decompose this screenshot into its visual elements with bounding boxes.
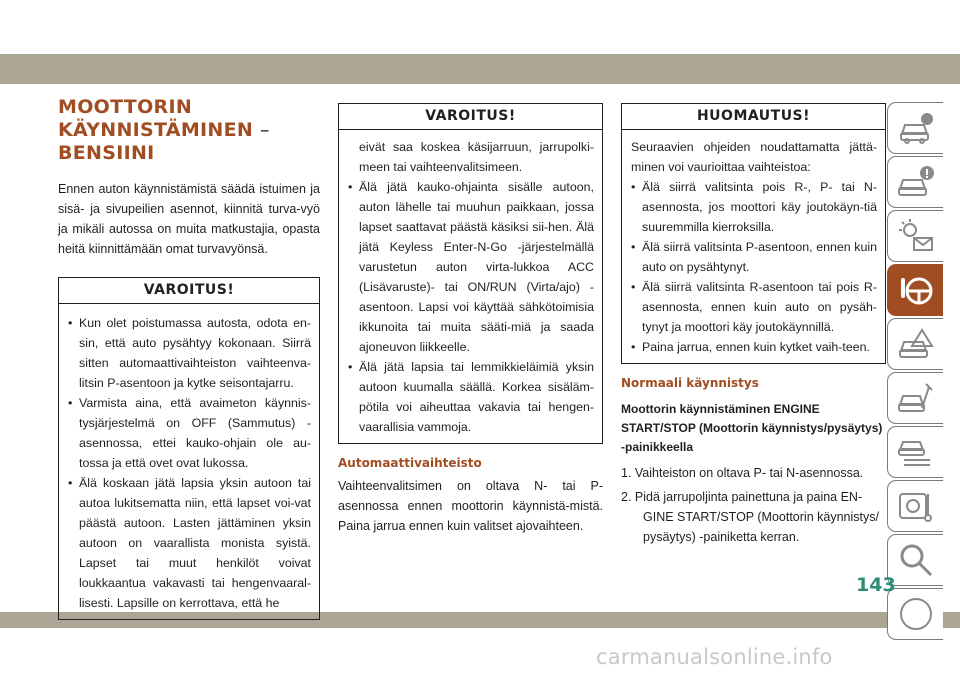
intro-paragraph: Ennen auton käynnistämistä säädä istuimen ja sisä- ja sivupeilien asennot, kiinnitä turva-vyö ja mikäli autossa on muita matkustajia, opasta heitä kiinnittämään omat turvavyönsä. [58, 182, 320, 256]
watermark: carmanualsonline.info [596, 645, 833, 669]
warning-body [59, 304, 319, 619]
tab-multimedia[interactable] [887, 480, 943, 532]
warning-heading: VAROITUS! [339, 104, 602, 130]
notice-box [621, 103, 886, 364]
index-letters-icon [896, 594, 936, 634]
emergency-icon [896, 324, 936, 364]
section-heading-normal-start: Normaali käynnistys [621, 376, 759, 390]
section-heading-automatic: Automaattivaihteisto [338, 456, 482, 470]
list-item: • Älä koskaan jätä lapsia yksin autoon tai autoa lukitsematta niin, että lapset voi-vat päästä autoon. Lasten jättäminen yksin autoon on vaarallista monista syistä. Lapset tai muut henkilöt voivat loukkaantua vakavasti tai hengenvaaral-lisesti. Lapsille on kerrottava, että he [68, 473, 311, 613]
warning-continuation: eivät saa koskea käsijarruun, jarrupolki-meen tai vaihteenvalitsimeen. [359, 140, 594, 174]
list-item: 2. Pidä jarrupoljinta painettuna ja paina EN-GINE START/STOP (Moottorin käynnistys/ pysäytys) -painiketta kerran. [621, 490, 879, 544]
title-line-3: BENSIINI [58, 142, 155, 164]
tab-starting-driving[interactable] [887, 264, 943, 316]
subsection-heading: Moottorin käynnistäminen ENGINE START/STOP (Moottorin käynnistys/pysäytys) -painikkeella [621, 402, 883, 454]
automatic-paragraph: Vaihteenvalitsimen on oltava N- tai P-asennossa ennen moottorin käynnistä-mistä. Paina jarrua ennen kuin valitset ajovaihteen. [338, 479, 603, 533]
multimedia-icon [896, 486, 936, 526]
page-number: 143 [856, 574, 896, 596]
warning-box-1 [58, 277, 320, 620]
tab-service[interactable] [887, 372, 943, 424]
warning-list [68, 313, 311, 613]
column-3 [621, 103, 886, 547]
list-item: • Älä jätä kauko-ohjainta sisälle autoon, auton lähelle tai muuhun paikkaan, jossa lapset saattavat päästä käsiksi sii-hen. Älä jätä Keyless Enter-N-Go -järjestelmällä varustetun auton virta-lukkoa ACC (Lisävaruste)- tai ON/RUN (Virta/ajo) -asentoon. Lapsi voi käyttää sähkötoimisia ikkunoita tai muita sääti-miä ja saada ajoneuvon liikkeelle. [348, 177, 594, 357]
list-item: • Kun olet poistumassa autosta, odota en-sin, että auto pysähtyy kokonaan. Siirrä sitten automaattivaihteiston vaihteenva-litsin P-asentoon ja kytke seisontajarru. [68, 313, 311, 393]
tab-emergency[interactable] [887, 318, 943, 370]
search-icon [896, 540, 936, 580]
car-info-icon [896, 108, 936, 148]
warning-box-2 [338, 103, 603, 444]
tab-dashboard-lights[interactable] [887, 210, 943, 262]
list-item: • Älä siirrä valitsinta R-asentoon tai pois R-asennosta, ennen kuin auto on pysäh-tynyt ja moottori käy joutokäynnillä. [631, 277, 877, 337]
page-title [58, 96, 320, 165]
notice-heading: HUOMAUTUS! [622, 104, 885, 130]
warning-body [339, 130, 602, 443]
list-item: 1. Vaihteiston on oltava P- tai N-asennossa. [621, 466, 864, 480]
warning-heading: VAROITUS! [59, 278, 319, 304]
top-band [0, 54, 960, 84]
tab-car-info[interactable] [887, 102, 943, 154]
start-steps [621, 463, 886, 547]
notice-intro: Seuraavien ohjeiden noudattamatta jättä-minen voi vaurioittaa vaihteistoa: [631, 140, 877, 174]
list-item: • Varmista aina, että avaimeton käynnis-tysjärjestelmä on OFF (Sammutus) -asennossa, ettei kauko-ohjain ole au-tossa ja että ovet ovat lukossa. [68, 393, 311, 473]
notice-body [622, 130, 885, 363]
title-dash: – [260, 119, 270, 141]
warning-list [348, 177, 594, 437]
list-item: • Paina jarrua, ennen kuin kytket vaih-teen. [631, 337, 877, 357]
list-item: • Älä siirrä valitsinta pois R-, P- tai N-asennosta, jos moottori käy joutokäyn-tiä suuremmilla kierroksilla. [631, 177, 877, 237]
dashboard-lights-icon [896, 216, 936, 256]
car-warning-icon [896, 162, 936, 202]
tab-car-warning[interactable] [887, 156, 943, 208]
list-item: • Älä siirrä valitsinta P-asentoon, ennen kuin auto on pysähtynyt. [631, 237, 877, 277]
spec-list-icon [896, 432, 936, 472]
tab-specifications[interactable] [887, 426, 943, 478]
title-line-1: MOOTTORIN [58, 96, 193, 118]
column-2 [338, 103, 603, 536]
list-item: • Älä jätä lapsia tai lemmikkieläimiä yksin autoon kuumalla säällä. Korkea sisäläm-pötila voi aiheuttaa vakavia tai hengen-vaarallisia vammoja. [348, 357, 594, 437]
notice-list [631, 177, 877, 357]
column-1 [58, 96, 320, 620]
steering-wheel-icon [896, 270, 936, 310]
service-tools-icon [896, 378, 936, 418]
title-line-2: KÄYNNISTÄMINEN [58, 119, 254, 141]
